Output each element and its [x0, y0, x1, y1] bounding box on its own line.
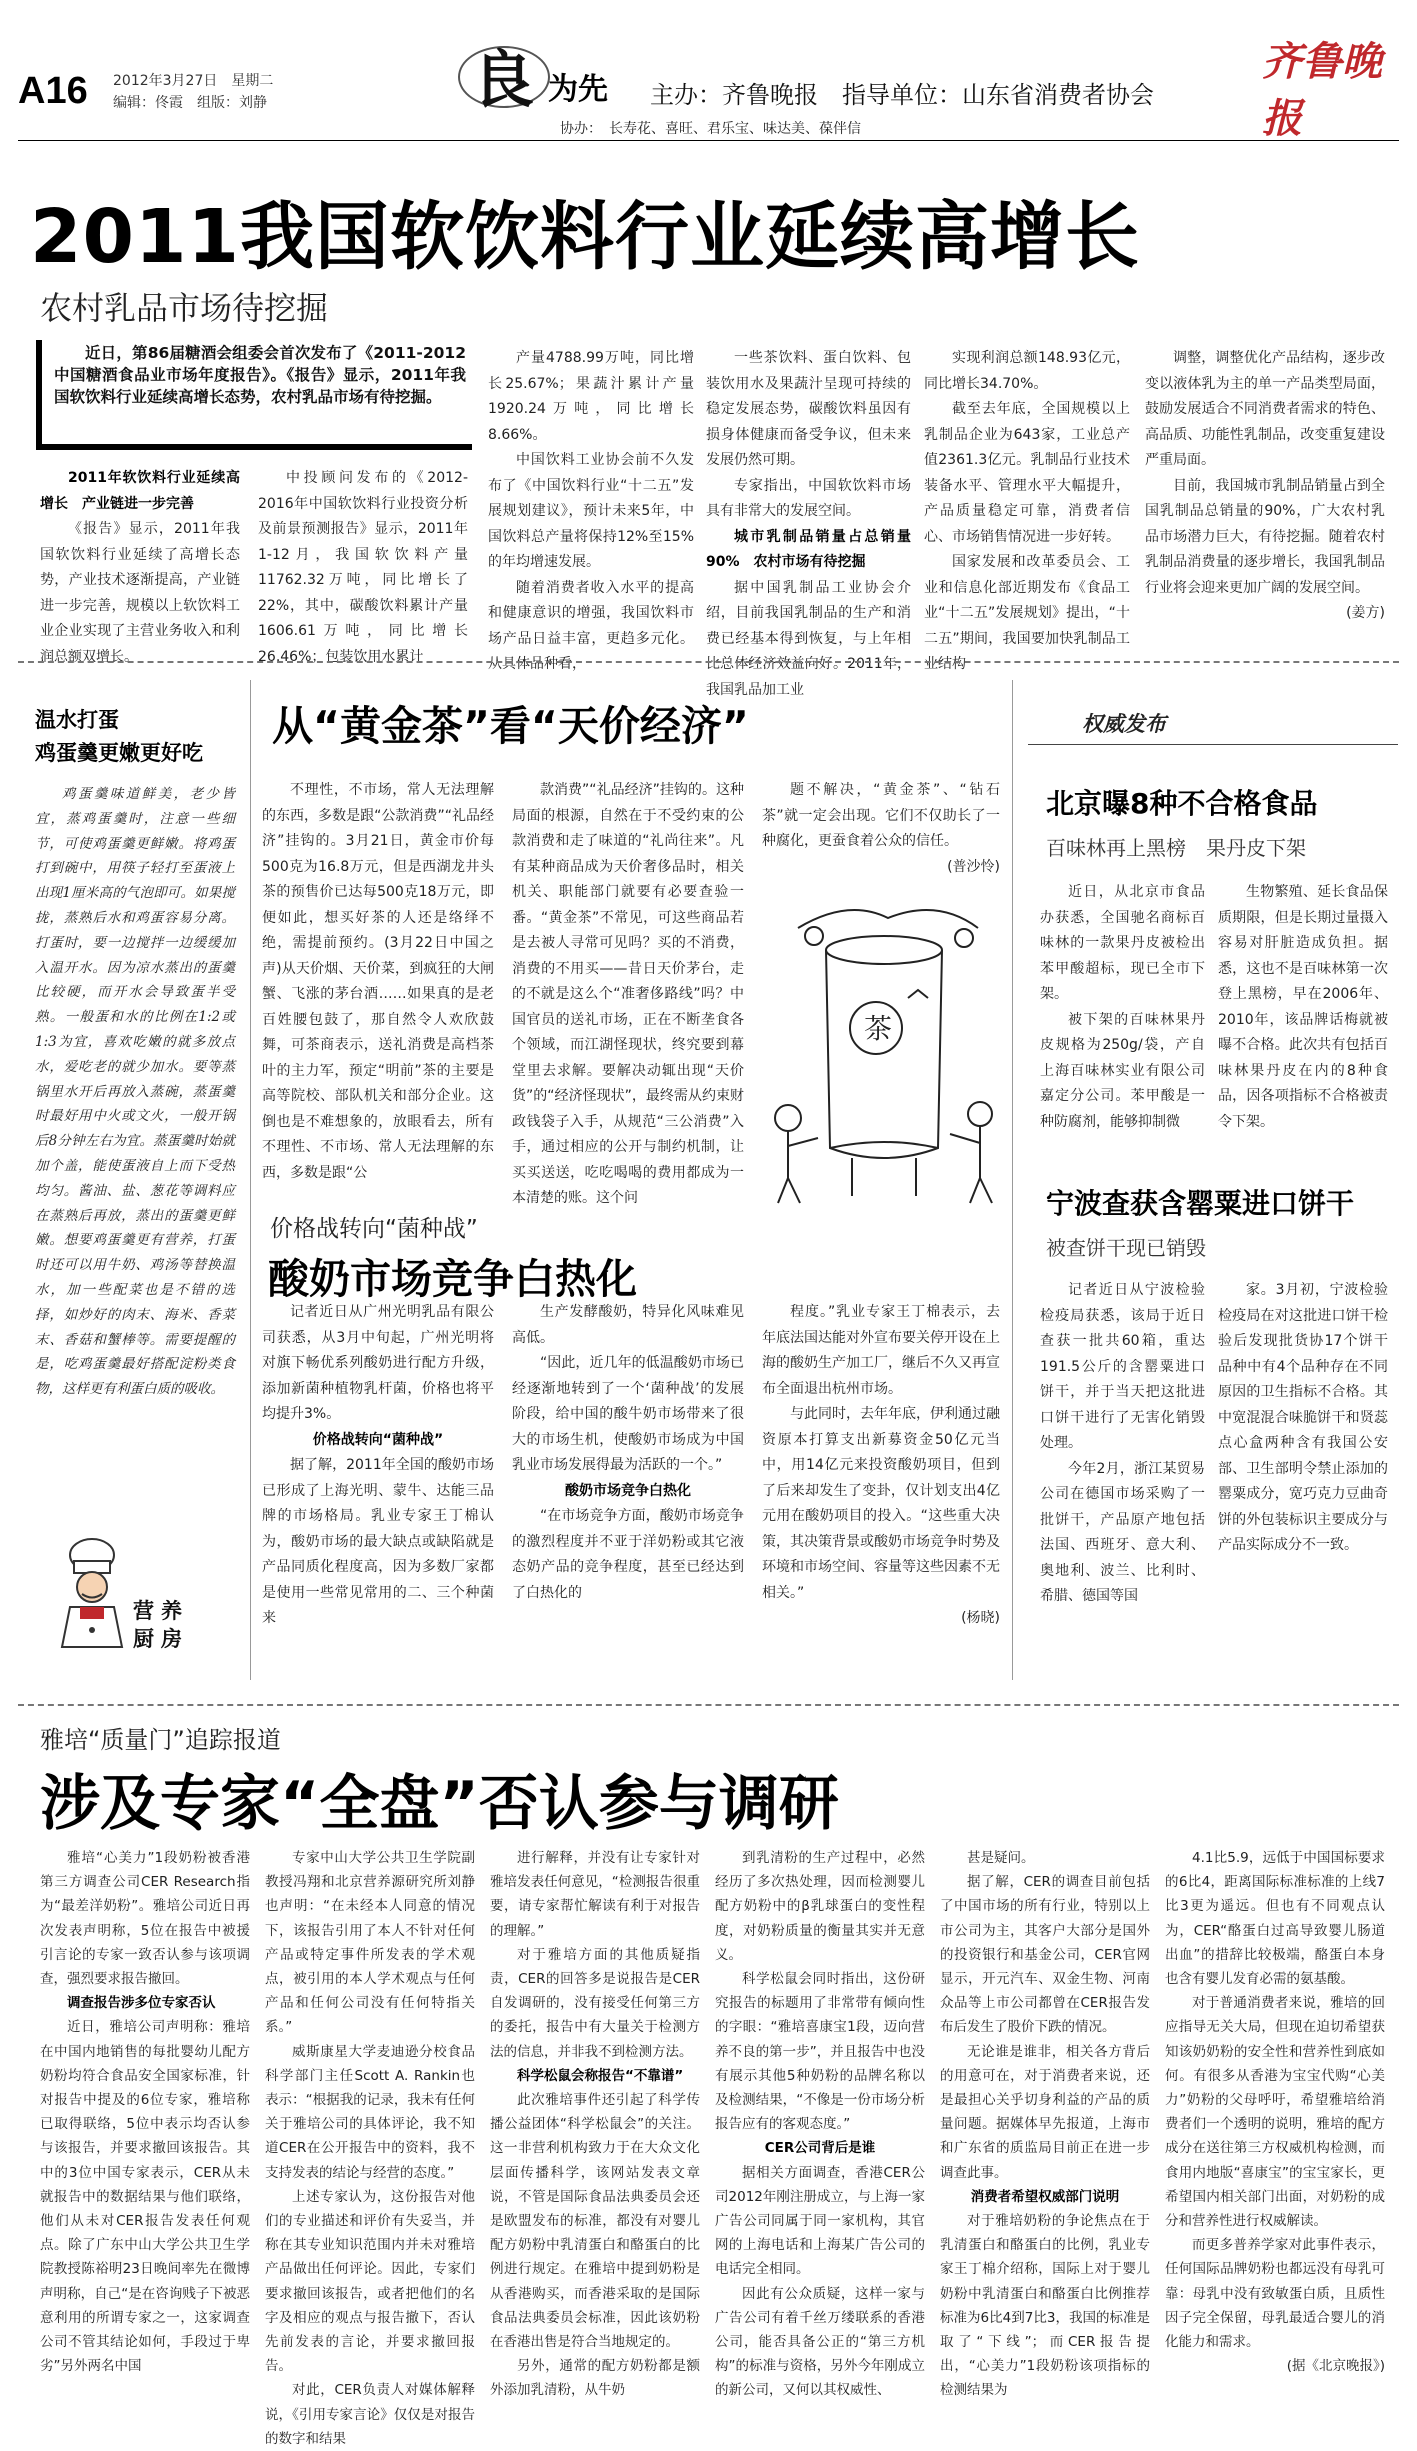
yashi-paragraph: 据了解，CER的调查目前包括了中国市场的所有行业，特别以上市公司为主，其客户大部分是国外的投资银行和基金公司，CER官网显示，开元汽车、双金生物、河南众品等上市公司都曾在CER报告发布后发生了股价下跌的情况。: [940, 1874, 1150, 2036]
yashi-paragraph: 无论谁是谁非，相关各方背后的用意可在，对于消费者来说，还是最担心关乎切身利益的产品的质量问题。据媒体早先报道，上海市和广东省的质监局目前正在进一步调查此事。: [940, 2043, 1150, 2181]
yashi-paragraph: 上述专家认为，这份报告对他们的专业描述和评价有失妥当，并称在其专业知识范围内并未对雅培产品做出任何评论。因此，专家们要求撤回该报告，或者把他们的名字及相应的观点与报告撤下，否认先前发表的言论，并要求撤回报告。: [265, 2188, 475, 2375]
lead-paragraph: 国家发展和改革委员会、工业和信息化部近期发布《食品工业“十二五”发展规划》提出，“十二五”期间，我国要加快乳制品工业结构: [924, 554, 1130, 672]
beijing-col-2: [1218, 880, 1388, 1202]
yashi-paragraph: 对此，CER负责人对媒体解释说，《引用专家言论》仅仅是对报告的数字和结果: [265, 2382, 475, 2447]
lead-paragraph: 中投顾问发布的《2012-2016年中国软饮料行业投资分析及前景预测报告》显示，2011年1-12月，我国软饮料产量11762.32万吨，同比增长了22%，其中，碳酸饮料累计产量1606.61万吨，同比增长26.46%；包装饮用水累计: [258, 470, 468, 665]
svg-text:茶: 茶: [864, 1012, 893, 1045]
lead-paragraph: 专家指出，中国软饮料市场具有非常大的发展空间。: [706, 477, 911, 519]
authority-rule: [1028, 744, 1398, 745]
yashi-paragraph: 而更多普养学家对此事件表示，任何国际品牌奶粉也都远没有母乳可靠：母乳中没有致敏蛋白质，且质性因子完全保留，母乳最适合婴儿的消化能力和需求。: [1165, 2237, 1385, 2351]
tea-paragraph: 不理性，不市场，常人无法理解的东西，多数是跟“公款消费”“礼品经济”挂钩的。3月21日，黄金市价每500克为16.8万元，但是西湖龙井头茶的预售价已达每500克18万元，即便如此，想买好茶的人还是络绎不绝，需提前预约。(3月22日中国之声)从天价烟、天价菜，到疯狂的大闸蟹、飞涨的茅台酒……如果真的是老百姓腰包鼓了，那自然令人欢欣鼓舞，可茶商表示，送礼消费是高档茶叶的主力军，预定“明前”茶的主要是高等院校、部队机关和部分企业。这倒也是不难想象的，放眼看去，所有不理性、不市场、常人无法理解的东西，多数是跟“公: [262, 782, 494, 1181]
beijing-headline: 北京曝8种不合格食品: [1046, 787, 1318, 820]
tea-signature: (普沙怜): [947, 858, 1000, 875]
yashi-col-1: [40, 1846, 250, 2376]
yogurt-col-2: [512, 1300, 744, 1690]
lead-col-5: [924, 346, 1130, 672]
cooking-paragraph: 鸡蛋羹味道鲜美，老少皆宜，蒸鸡蛋羹时，注意一些细节，可使鸡蛋羹更鲜嫩。将鸡蛋打到碗中，用筷子轻打至蛋液上出现1厘米高的气泡即可。如果搅拢，蒸熟后水和鸡蛋容易分离。打蛋时，要一边搅拌一边缓缓加入温开水。因为凉水蒸出的蛋羹比较硬，而开水会导致蛋半受熟。一般蛋和水的比例在1:2或1:3为宜，喜欢吃嫩的就多放点水，爱吃老的就少加水。要等蒸锅里水开后再放入蒸碗，蒸蛋羹时最好用中火或文火，一般开锅后8分钟左右为宜。蒸蛋羹时始就加个盖，能使蛋液自上而下受热均匀。酱油、盐、葱花等调料应在蒸熟后再放，蒸出的蛋羹更鲜嫩。想要鸡蛋羹更有营养，打蛋时还可以用牛奶、鸡汤等替换温水，加一些配菜也是不错的选择，如炒好的肉末、海米、香菜末、香菇和蟹棒等。需要提醒的是，吃鸡蛋羹最好搭配淀粉类食物，这样更有利蛋白质的吸收。: [35, 786, 235, 1398]
yashi-paragraph: 到乳清粉的生产过程中，必然经历了多次热处理，因而检测婴儿配方奶粉中的β乳球蛋白的变性程度，对奶粉质量的衡量其实并无意义。: [715, 1850, 925, 1963]
cosponsor-line: 协办： 长寿花、喜旺、君乐宝、味达美、葆伴信: [560, 121, 861, 137]
yashi-paragraph: 甚是疑问。: [967, 1850, 1035, 1866]
yogurt-col-3: [762, 1300, 1000, 1690]
date-line: 2012年3月27日 星期二: [113, 73, 274, 89]
tea-col-2: [512, 778, 744, 1212]
section-divider: [18, 661, 1399, 663]
yogurt-signature: (杨晓): [961, 1610, 1000, 1626]
ningbo-headline: 宁波查获含罂粟进口饼干: [1046, 1187, 1355, 1220]
lead-paragraph: 调整，调整优化产品结构，逐步改变以液体乳为主的单一产品类型局面，鼓励发展适合不同消费者需求的特色、高品质、功能性乳制品，改变重复建设严重局面。: [1145, 350, 1385, 468]
yashi-headline: 涉及专家“全盘”否认参与调研: [40, 1769, 839, 1839]
nutrition-kitchen-badge: [133, 1598, 193, 1654]
yogurt-headline: 酸奶市场竞争白热化: [268, 1255, 637, 1303]
yashi-subtitle: 调查报告涉多位专家否认: [67, 1995, 216, 2012]
badge-char: 房: [161, 1627, 182, 1651]
lead-col-4: [706, 346, 911, 698]
lead-subhead: 农村乳品市场待挖掘: [40, 289, 329, 327]
ningbo-col-2: [1218, 1278, 1388, 1692]
yashi-col-4: [715, 1846, 925, 2399]
column-rule: [1012, 680, 1013, 1680]
lead-summary: [36, 340, 472, 450]
tea-headline: 从“黄金茶”看“天价经济”: [272, 702, 749, 750]
yashi-paragraph: 对于雅培方面的其他质疑指责，CER的回答多是说报告是CER自发调研的，没有接受任何第三方的委托，报告中有大量关于检测方法的信息，并非我不到检测方法。: [490, 1946, 700, 2060]
lead-paragraph: 截至去年底，全国规模以上乳制品企业为643家，工业总产值2361.3亿元。乳制品行业技术装备水平、管理水平大幅提升，产品质量稳定可靠，消费者信心、市场销售情况进一步好转。: [924, 401, 1130, 545]
lead-paragraph: 实现利润总额148.93亿元，同比增长34.70%。: [924, 350, 1130, 392]
section-divider: [18, 1704, 1399, 1706]
yashi-col-3: [490, 1846, 700, 2399]
lead-signature: (姜方): [1346, 605, 1385, 621]
yashi-signature: (据《北京晚报》): [1286, 2358, 1385, 2375]
yogurt-paragraph: 与此同时，去年年底，伊利通过融资原本打算支出新募资金50亿元当中，用14亿元来投资酸奶项目，但到了后来却发生了变卦，仅计划支出4亿元用在酸奶项目的投入。“这些重大决策，其决策背景或酸奶市场竞争时势及环境和市场空间、容量等这些因素不无相关。”: [762, 1406, 1000, 1601]
ningbo-col-1: [1040, 1278, 1205, 1692]
newspaper-logo: 齐鲁晚报: [1262, 38, 1382, 142]
yashi-paragraph: 雅培“心美力”1段奶粉被香港第三方调查公司CER Research指为“最差洋奶粉”。雅培公司近日再次发表声明称，5位在报告中被援引言论的专家一致否认参与该项调查，强烈要求报告撤回。: [40, 1850, 250, 1988]
yogurt-paragraph: 生产发酵酸奶，特异化风味难见高低。: [512, 1304, 744, 1346]
lead-headline: 2011我国软饮料行业延续高增长: [30, 194, 1140, 280]
yashi-paragraph: 专家中山大学公共卫生学院副教授冯翔和北京营养源研究所刘静也声明：“在未经本人同意的情况下，该报告引用了本人不针对任何产品或特定事件所发表的学术观点，被引用的本人学术观点与任何产品和任何公司没有任何特指关系。”: [265, 1850, 475, 2036]
yashi-col-5: [940, 1846, 1150, 2399]
yashi-col-6: [1165, 1846, 1385, 2376]
cooking-title-2: 鸡蛋羹更嫩更好吃: [35, 741, 203, 765]
lead-paragraph: 随着消费者收入水平的提高和健康意识的增强，我国饮料市场产品日益丰富，更趋多元化。从具体品种看，: [488, 579, 694, 672]
chef-illustration: [42, 1535, 142, 1653]
cooking-title-1: 温水打蛋: [35, 708, 119, 732]
badge-char: 厨: [133, 1627, 154, 1651]
lead-paragraph: 据中国乳制品工业协会介绍，目前我国乳制品的生产和消费已经基本得到恢复，与上年相比总体经济效益向好。2011年，我国乳品加工业: [706, 579, 911, 698]
column-name: 为先: [548, 72, 608, 107]
column-emblem-char: 良: [472, 43, 535, 116]
yogurt-subtitle: 酸奶市场竞争白热化: [565, 1482, 691, 1499]
lead-col-2: [258, 466, 468, 665]
tea-cartoon: [768, 878, 1000, 1208]
yashi-paragraph: 因此有公众质疑，这样一家与广告公司有着千丝万缕联系的香港公司，能否具备公正的“第三方机构”的标准与资格，另外今年刚成立的新公司，又何以其权威性、: [715, 2285, 925, 2399]
yogurt-paragraph: 记者近日从广州光明乳品有限公司获悉，从3月中旬起，广州光明将对旗下畅优系列酸奶进行配方升级，添加新菌种植物乳杆菌，价格也将平均提升3%。: [262, 1304, 494, 1422]
tea-paragraph: 题不解决，“黄金茶”、“钻石茶”就一定会出现。它们不仅助长了一种腐化，更蚕食着公众的信任。: [762, 782, 1000, 849]
tea-col-3: [762, 778, 1000, 875]
yashi-col-2: [265, 1846, 475, 2447]
beijing-col-1: [1040, 880, 1205, 1202]
yashi-paragraph: 对于雅培奶粉的争论焦点在于乳清蛋白和酪蛋白的比例，乳业专家王丁棉介绍称，国际上对于婴儿奶粉中乳清蛋白和酪蛋白比例推荐标准为6比4到7比3，我国的标准是取了“下线”；而CER报告提出，“心美力”1段奶粉该项指标的检测结果为: [940, 2213, 1150, 2399]
beijing-paragraph: 生物繁殖、延长食品保质期限，但是长期过量摄入容易对肝脏造成负担。据悉，这也不是百味林第一次登上黑榜，早在2006年、2010年，该品牌话梅就被曝不合格。此次共有包括百味林果丹皮在内的8种食品，因各项指标不合格被责令下架。: [1218, 884, 1388, 1130]
header-rule: [18, 140, 1399, 141]
yashi-paragraph: 4.1比5.9，远低于中国国标要求的6比4，距离国际标准标准的上线7比3更为遥远。但也有不同观点认为，CER“酪蛋白过高导致婴儿肠道出血”的措辞比较极端，酪蛋白本身也含有婴儿发育必需的氨基酸。: [1165, 1850, 1385, 1988]
lead-col-6: [1145, 346, 1385, 638]
yashi-paragraph: 据相关方面调查，香港CER公司2012年刚注册成立，与上海一家广告公司同属于同一家机构，其官网的上海电话和上海某广告公司的电话完全相同。: [715, 2164, 925, 2278]
lead-paragraph: 《报告》显示，2011年我国软饮料行业延续了高增长态势，产业技术逐渐提高，产业链进一步完善，规模以上软饮料工业企业实现了主营业务收入和利润总额双增长。: [40, 521, 240, 665]
lead-paragraph: 中国饮料工业协会前不久发布了《中国饮料行业“十二五”发展规划建议》，预计未来5年，中国饮料总产量将保持12%至15%的年均增速发展。: [488, 452, 694, 570]
beijing-paragraph: 被下架的百味林果丹皮规格为250g/袋，产自上海百味林实业有限公司嘉定分公司。苯甲酸是一种防腐剂，能够抑制微: [1040, 1011, 1205, 1130]
yashi-subtitle: CER公司背后是谁: [764, 2140, 876, 2157]
masthead: [0, 0, 1417, 142]
lead-summary-text: 近日，第86届糖酒会组委会首次发布了《2011-2012中国糖酒食品业市场年度报告》。《报告》显示，2011年我国软饮料行业延续高增长态势，农村乳品市场有待挖掘。: [54, 344, 466, 406]
yogurt-paragraph: “在市场竞争方面，酸奶市场竞争的激烈程度并不亚于洋奶粉或其它液态奶产品的竞争程度，甚至已经达到了白热化的: [512, 1508, 744, 1601]
yashi-paragraph: 进行解释，并没有让专家针对雅培发表任何意见，“检测报告很重要，请专家帮忙解读有利于对报告的理解。”: [490, 1850, 700, 1939]
yashi-paragraph: 此次雅培事件还引起了科学传播公益团体“科学松鼠会”的关注。这一非营利机构致力于在大众文化层面传播科学，该网站发表文章说，不管是国际食品法典委员会还是欧盟发布的标准，都没有对婴儿配方奶粉中乳清蛋白和酪蛋白的比例进行规定。在雅培中提到奶粉是从香港购买，而香港采取的是国际食品法典委员会标准，因此该奶粉在香港出售是符合当地规定的。: [490, 2092, 700, 2351]
yashi-subtitle: 科学松鼠会称报告“不靠谱”: [517, 2067, 684, 2084]
lead-paragraph: 一些茶饮料、蛋白饮料、包装饮用水及果蔬汁呈现可持续的稳定发展态势，碳酸饮料虽因有损身体健康而备受争议，但未来发展仍然可期。: [706, 350, 911, 468]
yashi-paragraph: 另外，通常的配方奶粉都是额外添加乳清粉，从牛奶: [490, 2358, 700, 2399]
editor-line: 编辑：佟霞 组版：刘静: [113, 95, 267, 111]
beijing-subhead: 百味林再上黑榜 果丹皮下架: [1046, 836, 1306, 860]
beijing-paragraph: 近日，从北京市食品办获悉，全国驰名商标百味林的一款果丹皮被检出苯甲酸超标，现已全市下架。: [1040, 884, 1205, 1002]
yashi-subtitle: 消费者希望权威部门说明: [970, 2188, 1120, 2205]
lead-subtitle-2: 城市乳制品销量占总销量90% 农村市场有待挖掘: [706, 528, 911, 570]
badge-char: 养: [161, 1599, 182, 1623]
tea-paragraph: 款消费”“礼品经济”挂钩的。这种局面的根源，自然在于不受约束的公款消费和走了味道的“礼尚往来”。凡有某种商品成为天价奢侈品时，相关机关、职能部门就要有必要查验一番。“黄金茶”不常见，可这些商品若是去被人寻常可见吗？买的不消费，消费的不用买——昔日天价茅台，走的不就是这么个“准奢侈路线”吗？中国官员的送礼市场，正在不断垄食各个领域，而江湖怪现状，终究要到幕堂里去求解。要解决动辄出现“天价货”的“经济怪现状”，最终需从约束财政钱袋子入手，从规范“三公消费”入手，通过相应的公开与制约机制，让买买送送，吃吃喝喝的费用都成为一本清楚的账。这个问: [512, 782, 744, 1206]
lead-col-1: [40, 466, 240, 665]
host-line: 主办：齐鲁晚报 指导单位：山东省消费者协会: [650, 81, 1154, 109]
yogurt-paragraph: 程度。”乳业专家王丁棉表示，去年底法国达能对外宣布要关停开设在上海的酸奶生产加工厂，继后不久又再宣布全面退出杭州市场。: [762, 1304, 1000, 1397]
yogurt-paragraph: “因此，近几年的低温酸奶市场已经逐渐地转到了一个‘菌种战’的发展阶段，给中国的酸牛奶市场带来了很大的市场生机，使酸奶市场成为中国乳业市场发展得最为活跃的一个。”: [512, 1355, 744, 1473]
yashi-kicker: 雅培“质量门”追踪报道: [40, 1726, 281, 1754]
yashi-paragraph: 对于普通消费者来说，雅培的回应指导无关大局，但现在迫切希望获知该奶奶粉的安全性和营养性到底如何。有很多从香港为宝宝代购“心美力”奶粉的父母呼吁，希望雅培给消费者们一个透明的说明，雅培的配方成分在送往第三方权威机构检测，而食用内地版“喜康宝”的宝宝家长，更希望国内相关部门出面，对奶粉的成分和营养性进行权威解读。: [1165, 1995, 1385, 2230]
lead-subtitle-1: 2011年软饮料行业延续高增长 产业链进一步完善: [40, 470, 240, 512]
ningbo-paragraph: 记者近日从宁波检验检疫局获悉，该局于近日查获一批共60箱，重达191.5公斤的含罂粟进口饼干，并于当天把这批进口饼干进行了无害化销毁处理。: [1040, 1282, 1205, 1451]
yogurt-paragraph: 据了解，2011年全国的酸奶市场已形成了上海光明、蒙牛、达能三品牌的市场格局。乳业专家王丁棉认为，酸奶市场的最大缺点或缺陷就是产品同质化程度高，因为多数厂家都是使用一些常见常用的二、三个种菌来: [262, 1457, 494, 1626]
yogurt-kicker: 价格战转向“菌种战”: [270, 1216, 478, 1242]
lead-col-3: [488, 346, 694, 672]
yogurt-col-1: [262, 1300, 494, 1690]
ningbo-paragraph: 今年2月，浙江某贸易公司在德国市场采购了一批饼干，产品原产地包括法国、西班牙、意大利、奥地利、波兰、比利时、希腊、德国等国: [1040, 1460, 1205, 1604]
ningbo-subhead: 被查饼干现已销毁: [1046, 1236, 1206, 1260]
badge-char: 营: [133, 1599, 154, 1623]
authority-label: 权威发布: [1082, 711, 1166, 736]
yashi-paragraph: 威斯康星大学麦迪逊分校食品科学部门主任Scott A. Rankin也表示：“根据我的记录，我未有任何关于雅培公司的具体评论，我不知道CER在公开报告中的资料，我不支持发表的结论与经营的态度。”: [265, 2043, 475, 2181]
yashi-paragraph: 近日，雅培公司声明称：雅培在中国内地销售的每批婴幼儿配方奶粉均符合食品安全国家标准，针对报告中提及的6位专家，雅培称已取得联络，5位中表示均否认参与该报告，并要求撤回该报告。其中的3位中国专家表示，CER从未就报告中的数据结果与他们联络，他们从未对CER报告发表任何观点。除了广东中山大学公共卫生学院教授陈裕明23日晚间率先在微博声明称，自己“是在咨询贱子下被恶意利用的所谓专家之一，这家调查公司不管其结论如何，手段过于卑劣”另外两名中国: [40, 2019, 250, 2375]
ningbo-paragraph: 家。3月初，宁波检验检疫局在对这批进口饼干检验后发现批货协17个饼干品种中有4个品种存在不同原因的卫生指标不合格。其中宽混混合味脆饼干和贤蕊点心盒两种含有我国公安部、卫生部明令禁止添加的罂粟成分，宽巧克力豆曲奇饼的外包装标识主要成分与产品实际成分不一致。: [1218, 1282, 1388, 1553]
page-number: A16: [18, 70, 88, 112]
tea-col-1: [262, 778, 494, 1212]
yogurt-subtitle: 价格战转向“菌种战”: [312, 1431, 444, 1448]
column-rule: [250, 680, 251, 1680]
lead-paragraph: 目前，我国城市乳制品销量占到全国乳制品总销量的90%，广大农村乳品市场潜力巨大，有待挖掘。随着农村乳制品消费量的逐步增长，我国乳制品行业将会迎来更加广阔的发展空间。: [1145, 477, 1385, 596]
yashi-paragraph: 科学松鼠会同时指出，这份研究报告的标题用了非常带有倾向性的字眼：“雅培喜康宝1段，迈向营养不良的第一步”，并且报告中也没有展示其他5种奶粉的品牌名称以及检测结果，“不像是一份市场分析报告应有的客观态度。”: [715, 1971, 925, 2133]
lead-paragraph: 产量4788.99万吨，同比增长25.67%；果蔬汁累计产量1920.24万吨，同比增长8.66%。: [488, 350, 694, 443]
